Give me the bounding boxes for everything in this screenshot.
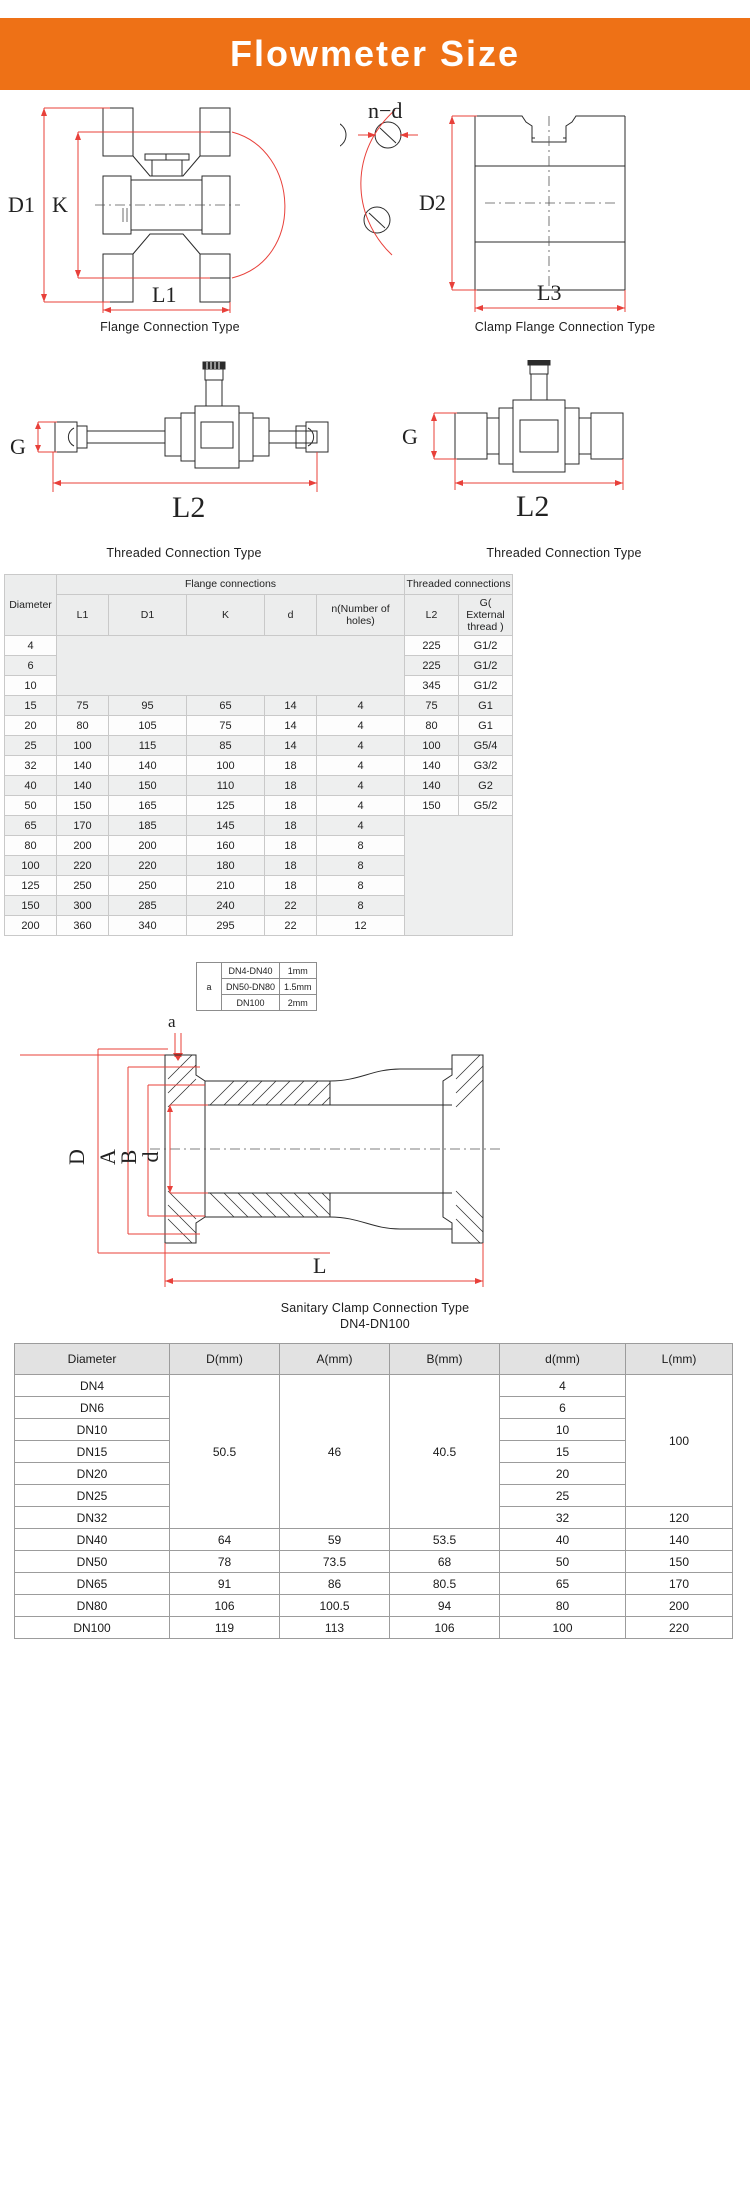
figure-flange-connection bbox=[0, 90, 340, 334]
table-cell-l2: 345 bbox=[405, 676, 459, 696]
table-cell-k: 85 bbox=[187, 736, 265, 756]
table-cell-d: 18 bbox=[265, 776, 317, 796]
table-cell-g: G1/2 bbox=[459, 636, 513, 656]
th-l2: L2 bbox=[405, 595, 459, 636]
table-cell-d: 18 bbox=[265, 756, 317, 776]
table-cell-n: 4 bbox=[317, 736, 405, 756]
threaded-side-drawing bbox=[0, 360, 368, 560]
table-cell-l1: 140 bbox=[57, 776, 109, 796]
label-A-sanitary: A bbox=[95, 1149, 120, 1166]
label-B-sanitary: B bbox=[116, 1149, 141, 1165]
table-row bbox=[15, 1529, 733, 1551]
table-row bbox=[15, 1551, 733, 1573]
th-n-holes: n(Number of holes) bbox=[317, 595, 405, 636]
table-cell-diameter: DN100 bbox=[15, 1617, 170, 1639]
table-cell-B-merged: 40.5 bbox=[390, 1375, 500, 1529]
table-cell-k: 145 bbox=[187, 816, 265, 836]
table-cell-d: 18 bbox=[265, 836, 317, 856]
table-cell-d: 20 bbox=[500, 1463, 626, 1485]
table-cell-d: 22 bbox=[265, 916, 317, 936]
label-K: K bbox=[52, 192, 68, 217]
table-cell-k: 110 bbox=[187, 776, 265, 796]
label-n-d: n−d bbox=[368, 98, 403, 123]
table-cell-l2: 140 bbox=[405, 776, 459, 796]
inset-value: 1mm bbox=[280, 963, 317, 979]
table-cell-d: 10 bbox=[500, 1419, 626, 1441]
table-cell-k: 65 bbox=[187, 696, 265, 716]
table-cell-diameter: DN80 bbox=[15, 1595, 170, 1617]
table-cell-B: 68 bbox=[390, 1551, 500, 1573]
table-cell-L: 150 bbox=[626, 1551, 733, 1573]
table-cell-diameter: DN15 bbox=[15, 1441, 170, 1463]
table-cell-A: 86 bbox=[280, 1573, 390, 1595]
table-cell-d1: 95 bbox=[109, 696, 187, 716]
table-cell-n: 4 bbox=[317, 716, 405, 736]
table-cell-diameter: 6 bbox=[5, 656, 57, 676]
table-cell-D: 64 bbox=[170, 1529, 280, 1551]
table-cell-l1: 140 bbox=[57, 756, 109, 776]
table-cell-d: 18 bbox=[265, 816, 317, 836]
table-cell-A: 113 bbox=[280, 1617, 390, 1639]
table-cell-diameter: 32 bbox=[5, 756, 57, 776]
table-cell-A: 59 bbox=[280, 1529, 390, 1551]
table-cell-L: 170 bbox=[626, 1573, 733, 1595]
table-cell-D: 78 bbox=[170, 1551, 280, 1573]
table-cell-diameter: DN32 bbox=[15, 1507, 170, 1529]
table-row bbox=[5, 736, 513, 756]
caption-sanitary-clamp: Sanitary Clamp Connection Type bbox=[280, 1301, 470, 1316]
table-cell-diameter: 4 bbox=[5, 636, 57, 656]
table-cell-k: 240 bbox=[187, 896, 265, 916]
table-cell-g: G5/2 bbox=[459, 796, 513, 816]
table-row bbox=[5, 796, 513, 816]
table-cell-B: 106 bbox=[390, 1617, 500, 1639]
table-cell-l1: 250 bbox=[57, 876, 109, 896]
table-row bbox=[5, 636, 513, 656]
table-cell-d: 18 bbox=[265, 876, 317, 896]
table-cell-d: 80 bbox=[500, 1595, 626, 1617]
label-L2-front: L2 bbox=[516, 490, 550, 523]
table-cell-l1: 100 bbox=[57, 736, 109, 756]
table-cell-n: 8 bbox=[317, 856, 405, 876]
table-cell-d: 65 bbox=[500, 1573, 626, 1595]
table-cell-d1: 285 bbox=[109, 896, 187, 916]
table-cell-diameter: DN6 bbox=[15, 1397, 170, 1419]
label-L1: L1 bbox=[152, 282, 177, 307]
table-cell-D-merged: 50.5 bbox=[170, 1375, 280, 1529]
table-cell-A: 73.5 bbox=[280, 1551, 390, 1573]
table-cell-B: 53.5 bbox=[390, 1529, 500, 1551]
flange-drawing bbox=[0, 90, 340, 320]
figure-sanitary-clamp-block bbox=[0, 962, 750, 1331]
table-cell-diameter: 125 bbox=[5, 876, 57, 896]
table-cell-L: 120 bbox=[626, 1507, 733, 1529]
table-row bbox=[5, 696, 513, 716]
label-G-front: G bbox=[402, 424, 418, 449]
table-cell-l1: 200 bbox=[57, 836, 109, 856]
threaded-front-drawing bbox=[368, 360, 750, 560]
th-l1: L1 bbox=[57, 595, 109, 636]
table-cell-L: 220 bbox=[626, 1617, 733, 1639]
table-cell-diameter: DN25 bbox=[15, 1485, 170, 1507]
th-flange-connections: Flange connections bbox=[57, 575, 405, 595]
table-cell-n: 4 bbox=[317, 816, 405, 836]
caption-threaded-front: Threaded Connection Type bbox=[486, 546, 642, 560]
inset-row bbox=[197, 963, 317, 979]
table1-group-header-row bbox=[5, 575, 513, 595]
th2-A: A(mm) bbox=[280, 1344, 390, 1375]
label-L-sanitary: L bbox=[313, 1253, 327, 1279]
table-cell-d1: 150 bbox=[109, 776, 187, 796]
table-cell-diameter: 65 bbox=[5, 816, 57, 836]
inset-range: DN4-DN40 bbox=[222, 963, 280, 979]
table-cell-L: 200 bbox=[626, 1595, 733, 1617]
table-row bbox=[15, 1617, 733, 1639]
table1-sub-header-row bbox=[5, 595, 513, 636]
table-cell-d: 6 bbox=[500, 1397, 626, 1419]
table-cell-B: 94 bbox=[390, 1595, 500, 1617]
table-cell-d: 40 bbox=[500, 1529, 626, 1551]
table-cell-k: 75 bbox=[187, 716, 265, 736]
table-cell-D: 119 bbox=[170, 1617, 280, 1639]
th2-B: B(mm) bbox=[390, 1344, 500, 1375]
table-cell-l2: 100 bbox=[405, 736, 459, 756]
bottom-spacer bbox=[0, 1639, 750, 1709]
table-cell-k: 125 bbox=[187, 796, 265, 816]
table-cell-n: 4 bbox=[317, 756, 405, 776]
table-cell-d1: 115 bbox=[109, 736, 187, 756]
caption-threaded-side: Threaded Connection Type bbox=[106, 546, 262, 560]
table-cell-D: 106 bbox=[170, 1595, 280, 1617]
th-d: d bbox=[265, 595, 317, 636]
inset-value: 2mm bbox=[280, 995, 317, 1011]
table-cell-diameter: 50 bbox=[5, 796, 57, 816]
sanitary-clamp-drawing bbox=[0, 1009, 750, 1309]
caption-clamp-flange-connection: Clamp Flange Connection Type bbox=[474, 320, 656, 334]
table-cell-n: 8 bbox=[317, 836, 405, 856]
flange-threaded-spec-table bbox=[4, 574, 513, 936]
table-cell-A-merged: 46 bbox=[280, 1375, 390, 1529]
caption-sanitary-clamp-range: DN4-DN100 bbox=[340, 1317, 410, 1332]
table-cell-d: 14 bbox=[265, 696, 317, 716]
label-D1: D1 bbox=[8, 192, 35, 217]
figure-row-2 bbox=[0, 360, 750, 560]
table-cell-g: G1/2 bbox=[459, 656, 513, 676]
table-cell-l2: 225 bbox=[405, 656, 459, 676]
table-cell-d: 14 bbox=[265, 716, 317, 736]
table-cell-l2: 140 bbox=[405, 756, 459, 776]
table-cell-l1: 300 bbox=[57, 896, 109, 916]
inset-range: DN50-DN80 bbox=[222, 979, 280, 995]
table-cell-diameter: 20 bbox=[5, 716, 57, 736]
table-cell-diameter: 10 bbox=[5, 676, 57, 696]
table-row bbox=[15, 1375, 733, 1397]
table2-header-row bbox=[15, 1344, 733, 1375]
label-d-sanitary: d bbox=[138, 1151, 163, 1163]
th-k: K bbox=[187, 595, 265, 636]
table-cell-g: G5/4 bbox=[459, 736, 513, 756]
inset-label-a: a bbox=[197, 963, 222, 1011]
thickness-inset-table bbox=[196, 962, 317, 1011]
table-cell-diameter: 80 bbox=[5, 836, 57, 856]
table-cell-l1: 150 bbox=[57, 796, 109, 816]
table-cell-diameter: DN4 bbox=[15, 1375, 170, 1397]
table-cell-diameter: DN40 bbox=[15, 1529, 170, 1551]
table-row bbox=[5, 756, 513, 776]
table-cell-k: 160 bbox=[187, 836, 265, 856]
table-cell-d: 100 bbox=[500, 1617, 626, 1639]
table-cell-A: 100.5 bbox=[280, 1595, 390, 1617]
label-a-leader: a bbox=[168, 1012, 176, 1032]
table-cell-g: G1 bbox=[459, 716, 513, 736]
table-cell-l1: 220 bbox=[57, 856, 109, 876]
table-cell-diameter: 15 bbox=[5, 696, 57, 716]
page-banner bbox=[0, 18, 750, 90]
table-cell-k: 100 bbox=[187, 756, 265, 776]
table-cell-d1: 140 bbox=[109, 756, 187, 776]
table-cell-k: 295 bbox=[187, 916, 265, 936]
table-cell-l1: 170 bbox=[57, 816, 109, 836]
figure-row-1 bbox=[0, 90, 750, 334]
sanitary-clamp-spec-table bbox=[14, 1343, 733, 1639]
table-cell-diameter: 100 bbox=[5, 856, 57, 876]
table-cell-d1: 250 bbox=[109, 876, 187, 896]
table-cell-diameter: 40 bbox=[5, 776, 57, 796]
table-cell-L: 140 bbox=[626, 1529, 733, 1551]
table-cell-n: 8 bbox=[317, 876, 405, 896]
figure-threaded-front bbox=[368, 360, 750, 560]
label-L3: L3 bbox=[537, 280, 562, 305]
table-cell-d1: 200 bbox=[109, 836, 187, 856]
table-cell-n: 12 bbox=[317, 916, 405, 936]
figure-threaded-side bbox=[0, 360, 368, 560]
table-cell-diameter: DN20 bbox=[15, 1463, 170, 1485]
table-cell-g: G1 bbox=[459, 696, 513, 716]
th2-diameter: Diameter bbox=[15, 1344, 170, 1375]
table2-body bbox=[15, 1375, 733, 1639]
table-cell-diameter: DN50 bbox=[15, 1551, 170, 1573]
table-cell-l2: 75 bbox=[405, 696, 459, 716]
table-cell-d: 25 bbox=[500, 1485, 626, 1507]
table-cell-d: 4 bbox=[500, 1375, 626, 1397]
label-L2-side: L2 bbox=[172, 491, 206, 524]
table-cell-D: 91 bbox=[170, 1573, 280, 1595]
table1-flange-empty-block bbox=[57, 636, 405, 696]
figure-clamp-flange-connection bbox=[340, 90, 750, 334]
table-row bbox=[15, 1573, 733, 1595]
table-cell-l2: 225 bbox=[405, 636, 459, 656]
table-cell-n: 4 bbox=[317, 776, 405, 796]
caption-flange-connection: Flange Connection Type bbox=[100, 320, 240, 334]
table-cell-d: 18 bbox=[265, 856, 317, 876]
table-cell-l1: 360 bbox=[57, 916, 109, 936]
table-cell-diameter: DN65 bbox=[15, 1573, 170, 1595]
table-cell-d1: 340 bbox=[109, 916, 187, 936]
table-cell-d1: 105 bbox=[109, 716, 187, 736]
table-cell-diameter: 200 bbox=[5, 916, 57, 936]
table-cell-d: 22 bbox=[265, 896, 317, 916]
th-g-external-thread: G( External thread ) bbox=[459, 595, 513, 636]
table-cell-n: 4 bbox=[317, 796, 405, 816]
table-cell-B: 80.5 bbox=[390, 1573, 500, 1595]
table-cell-d1: 165 bbox=[109, 796, 187, 816]
table-cell-d1: 185 bbox=[109, 816, 187, 836]
th2-D: D(mm) bbox=[170, 1344, 280, 1375]
th2-L: L(mm) bbox=[626, 1344, 733, 1375]
table-cell-l2: 80 bbox=[405, 716, 459, 736]
table-cell-diameter: 150 bbox=[5, 896, 57, 916]
table-row bbox=[5, 716, 513, 736]
table-cell-k: 210 bbox=[187, 876, 265, 896]
th-threaded-connections: Threaded connections bbox=[405, 575, 513, 595]
table-cell-d: 18 bbox=[265, 796, 317, 816]
table-cell-d1: 220 bbox=[109, 856, 187, 876]
table1-threaded-empty-block bbox=[405, 816, 513, 936]
table-cell-l2: 150 bbox=[405, 796, 459, 816]
table-cell-d: 50 bbox=[500, 1551, 626, 1573]
inset-range: DN100 bbox=[222, 995, 280, 1011]
table-cell-k: 180 bbox=[187, 856, 265, 876]
table-cell-diameter: DN10 bbox=[15, 1419, 170, 1441]
table-cell-l1: 80 bbox=[57, 716, 109, 736]
table-cell-g: G3/2 bbox=[459, 756, 513, 776]
table-row bbox=[5, 816, 513, 836]
table-cell-diameter: 25 bbox=[5, 736, 57, 756]
table-cell-d: 15 bbox=[500, 1441, 626, 1463]
table-cell-L-merged: 100 bbox=[626, 1375, 733, 1507]
table-cell-n: 4 bbox=[317, 696, 405, 716]
table-row bbox=[5, 776, 513, 796]
th2-d: d(mm) bbox=[500, 1344, 626, 1375]
inset-body bbox=[197, 963, 317, 1011]
table-row bbox=[15, 1595, 733, 1617]
label-D-sanitary: D bbox=[64, 1149, 89, 1166]
table-cell-g: G2 bbox=[459, 776, 513, 796]
table-cell-d: 14 bbox=[265, 736, 317, 756]
table-cell-d: 32 bbox=[500, 1507, 626, 1529]
table1-body bbox=[5, 636, 513, 936]
th-diameter: Diameter bbox=[5, 575, 57, 636]
label-D2: D2 bbox=[419, 190, 446, 215]
table-cell-l1: 75 bbox=[57, 696, 109, 716]
table-cell-g: G1/2 bbox=[459, 676, 513, 696]
table-cell-n: 8 bbox=[317, 896, 405, 916]
clamp-flange-drawing bbox=[340, 90, 750, 320]
label-G-side: G bbox=[10, 434, 26, 459]
inset-value: 1.5mm bbox=[280, 979, 317, 995]
th-d1: D1 bbox=[109, 595, 187, 636]
page-title: Flowmeter Size bbox=[229, 33, 521, 74]
